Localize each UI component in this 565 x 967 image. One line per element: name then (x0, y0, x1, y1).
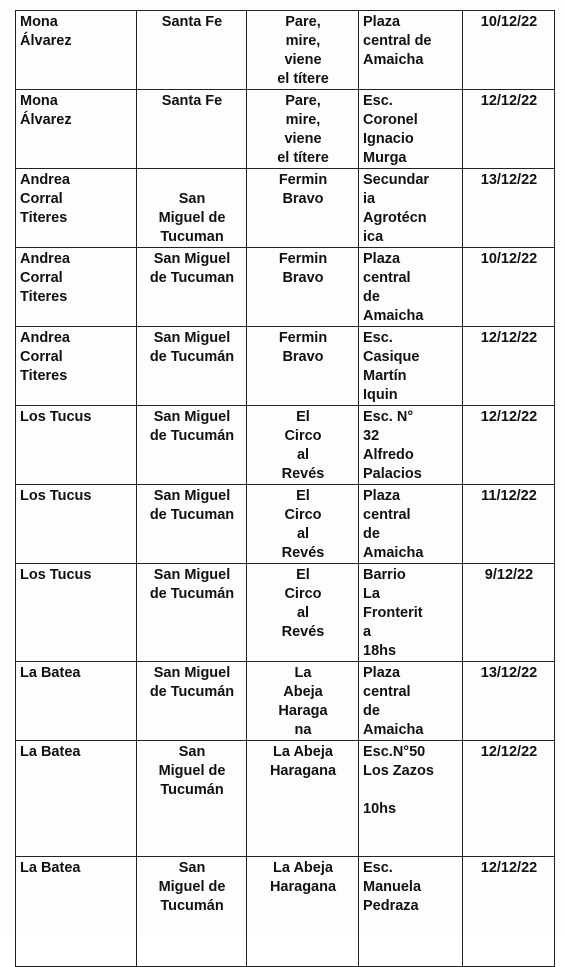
table-row (16, 248, 555, 327)
table-row (16, 11, 555, 90)
place-cell: Santa Fe (137, 11, 247, 90)
show-cell: La Abeja Haragana (247, 741, 359, 857)
group-cell: La Batea (16, 662, 137, 741)
table-row (16, 327, 555, 406)
venue-cell: Secundar ia Agrotécn ica (359, 169, 463, 248)
place-cell: San Miguel de Tucumán (137, 327, 247, 406)
group-cell: Los Tucus (16, 564, 137, 662)
table-row (16, 662, 555, 741)
date-cell: 10/12/22 (463, 248, 555, 327)
group-cell: La Batea (16, 741, 137, 857)
group-cell: Andrea Corral Titeres (16, 169, 137, 248)
show-cell: El Circo al Revés (247, 485, 359, 564)
group-cell: Los Tucus (16, 485, 137, 564)
place-cell: San Miguel de Tucumán (137, 857, 247, 967)
place-cell: San Miguel de Tucumán (137, 662, 247, 741)
show-cell: La Abeja Haraga na (247, 662, 359, 741)
venue-cell: Esc. Manuela Pedraza (359, 857, 463, 967)
venue-cell: Esc. Casique Martín Iquin (359, 327, 463, 406)
date-cell: 12/12/22 (463, 90, 555, 169)
show-cell: Pare, mire, viene el títere (247, 11, 359, 90)
date-cell: 9/12/22 (463, 564, 555, 662)
table-row (16, 857, 555, 967)
place-text: San Miguel de Tucuman (158, 191, 226, 245)
place-cell: San Miguel de Tucumán (137, 741, 247, 857)
date-cell: 12/12/22 (463, 857, 555, 967)
place-cell: San Miguel de Tucuman (137, 485, 247, 564)
show-cell: El Circo al Revés (247, 406, 359, 485)
group-cell: Andrea Corral Titeres (16, 248, 137, 327)
table-row (16, 90, 555, 169)
table-row (16, 564, 555, 662)
group-cell: Mona Álvarez (16, 90, 137, 169)
show-cell: El Circo al Revés (247, 564, 359, 662)
group-cell: Andrea Corral Titeres (16, 327, 137, 406)
schedule-table (15, 10, 555, 967)
venue-cell: Esc. Coronel Ignacio Murga (359, 90, 463, 169)
venue-cell: Plaza central de Amaicha (359, 662, 463, 741)
table-row (16, 169, 555, 248)
place-cell: Santa Fe (137, 90, 247, 169)
table-row (16, 406, 555, 485)
venue-cell: Plaza central de Amaicha (359, 248, 463, 327)
date-cell: 12/12/22 (463, 741, 555, 857)
date-cell: 10/12/22 (463, 11, 555, 90)
venue-cell: Plaza central de Amaicha (359, 485, 463, 564)
place-cell (137, 169, 247, 248)
group-cell: Los Tucus (16, 406, 137, 485)
place-cell: San Miguel de Tucumán (137, 406, 247, 485)
date-cell: 11/12/22 (463, 485, 555, 564)
venue-cell: Plaza central de Amaicha (359, 11, 463, 90)
date-cell: 13/12/22 (463, 169, 555, 248)
place-cell: San Miguel de Tucumán (137, 564, 247, 662)
venue-cell: Barrio La Fronterit a 18hs (359, 564, 463, 662)
show-cell: Pare, mire, viene el títere (247, 90, 359, 169)
show-cell: Fermin Bravo (247, 248, 359, 327)
date-cell: 12/12/22 (463, 327, 555, 406)
group-cell: La Batea (16, 857, 137, 967)
show-cell: Fermin Bravo (247, 327, 359, 406)
group-cell: Mona Álvarez (16, 11, 137, 90)
show-cell: Fermin Bravo (247, 169, 359, 248)
place-cell: San Miguel de Tucuman (137, 248, 247, 327)
venue-cell: Esc. N° 32 Alfredo Palacios (359, 406, 463, 485)
venue-cell: Esc.N°50 Los Zazos 10hs (359, 741, 463, 857)
table-row (16, 741, 555, 857)
date-cell: 13/12/22 (463, 662, 555, 741)
show-cell: La Abeja Haragana (247, 857, 359, 967)
date-cell: 12/12/22 (463, 406, 555, 485)
table-row (16, 485, 555, 564)
